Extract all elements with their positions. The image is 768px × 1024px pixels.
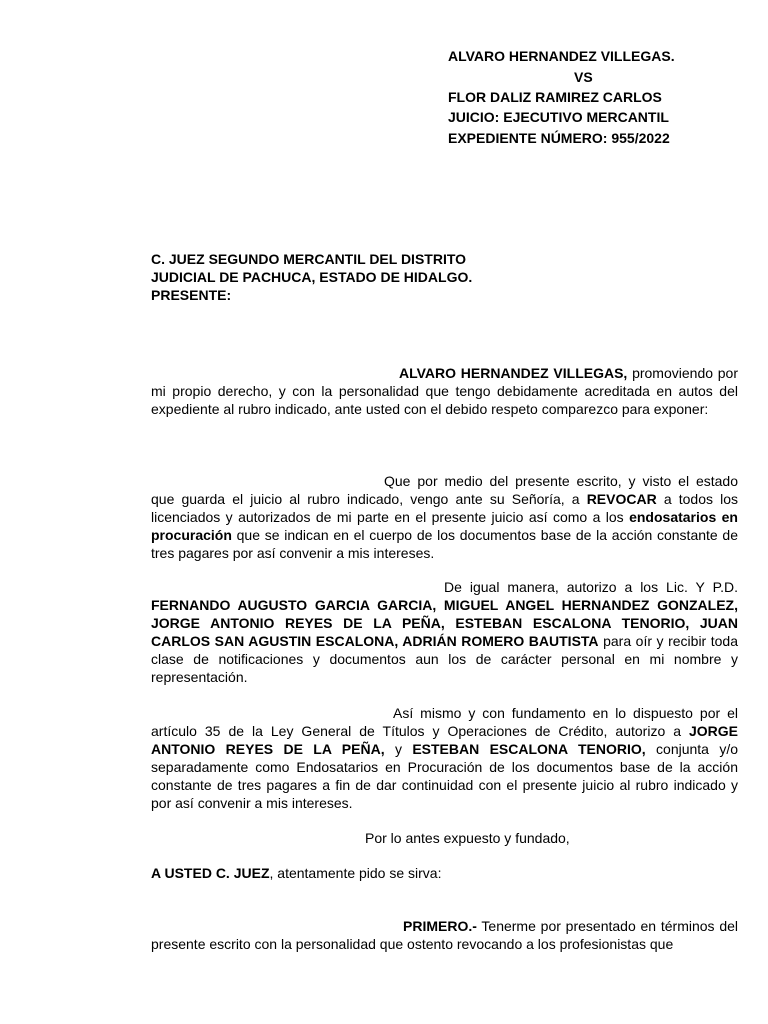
paragraph-intro-text: promoviendo por mi propio derecho, y con la personalidad que tengo debidamente acreditada en autos del expediente al rubro indicado, ante usted con el debido respeto comparezco para exponer: (151, 365, 738, 417)
endosatarios-emphasis: endosatarios en procuración (151, 509, 738, 543)
paragraph-revocation-text-1: Que por medio del presente escrito, y visto el estado que guarda el juicio al rubro indicado, vengo ante su Señoría, a (151, 473, 738, 507)
paragraph-revocation-text-2: a todos los licenciados y autorizados de mi parte en el presente juicio así como a los (151, 491, 738, 525)
paragraph-revocation-text-3: que se indican en el cuerpo de los documentos base de la acción constante de tres pagares por así convenir a mis intereses. (151, 527, 738, 561)
paragraph-intro (151, 364, 738, 418)
paragraph-first-request (151, 917, 738, 953)
paragraph-authorization (151, 578, 738, 686)
paragraph-authorization-text-2: para oír y recibir toda clase de notificaciones y documentos aun los de carácter personal en mi nombre y representación. (151, 633, 739, 685)
addressee-line-2: JUDICIAL DE PACHUCA, ESTADO DE HIDALGO. (151, 269, 473, 285)
caption-vs: VS (574, 69, 593, 85)
paragraph-endorsement-text-3: conjunta y/o separadamente como Endosatarios en Procuración de los documentos base de la acción constante de tres pagares a fin de dar continuidad con el presente juicio al rubro indicado y por así convenir a mis intereses. (151, 741, 739, 811)
paragraph-endorsement-text-1: Así mismo y con fundamento en lo dispuesto por el artículo 35 de la Ley General de Títulos y Operaciones de Crédito, autorizo a (151, 705, 738, 739)
paragraph-revocation (151, 472, 738, 562)
addressee-line-3: PRESENTE: (151, 287, 232, 303)
caption-defendant: FLOR DALIZ RAMIREZ CARLOS (448, 89, 662, 105)
first-request-label: PRIMERO.- (403, 918, 477, 934)
endorsee-name-1: JORGE ANTONIO REYES DE LA PEÑA, (151, 723, 738, 757)
caption-trial: JUICIO: EJECUTIVO MERCANTIL (448, 109, 669, 125)
paragraph-endorsement (151, 704, 738, 812)
petition-line (151, 864, 442, 882)
promovente-name: ALVARO HERNANDEZ VILLEGAS, (399, 365, 628, 381)
caption-actor: ALVARO HERNANDEZ VILLEGAS. (448, 48, 675, 64)
closing-statement: Por lo antes expuesto y fundado, (365, 830, 570, 846)
caption-file-number: EXPEDIENTE NÚMERO: 955/2022 (448, 130, 670, 146)
endorsee-name-2: ESTEBAN ESCALONA TENORIO, (412, 741, 646, 757)
paragraph-authorization-text-1: De igual manera, autorizo a los Lic. Y P.D. (444, 579, 738, 595)
revocar-emphasis: REVOCAR (586, 491, 657, 507)
petition-text: , atentamente pido se sirva: (269, 865, 442, 881)
paragraph-endorsement-text-2: y (384, 741, 413, 757)
authorized-names: FERNANDO AUGUSTO GARCIA GARCIA, MIGUEL ANGEL HERNANDEZ GONZALEZ, JORGE ANTONIO REYES DE LA PEÑA, ESTEBAN ESCALONA TENORIO, JUAN CARLOS SAN AGUSTIN ESCALONA, ADRIÁN ROMERO BAUTISTA (151, 597, 738, 649)
petition-addressee: A USTED C. JUEZ (151, 865, 270, 881)
first-request-text: Tenerme por presentado en términos del presente escrito con la personalidad que ostento revocando a los profesionistas que (151, 918, 738, 952)
addressee-line-1: C. JUEZ SEGUNDO MERCANTIL DEL DISTRITO (151, 251, 467, 267)
